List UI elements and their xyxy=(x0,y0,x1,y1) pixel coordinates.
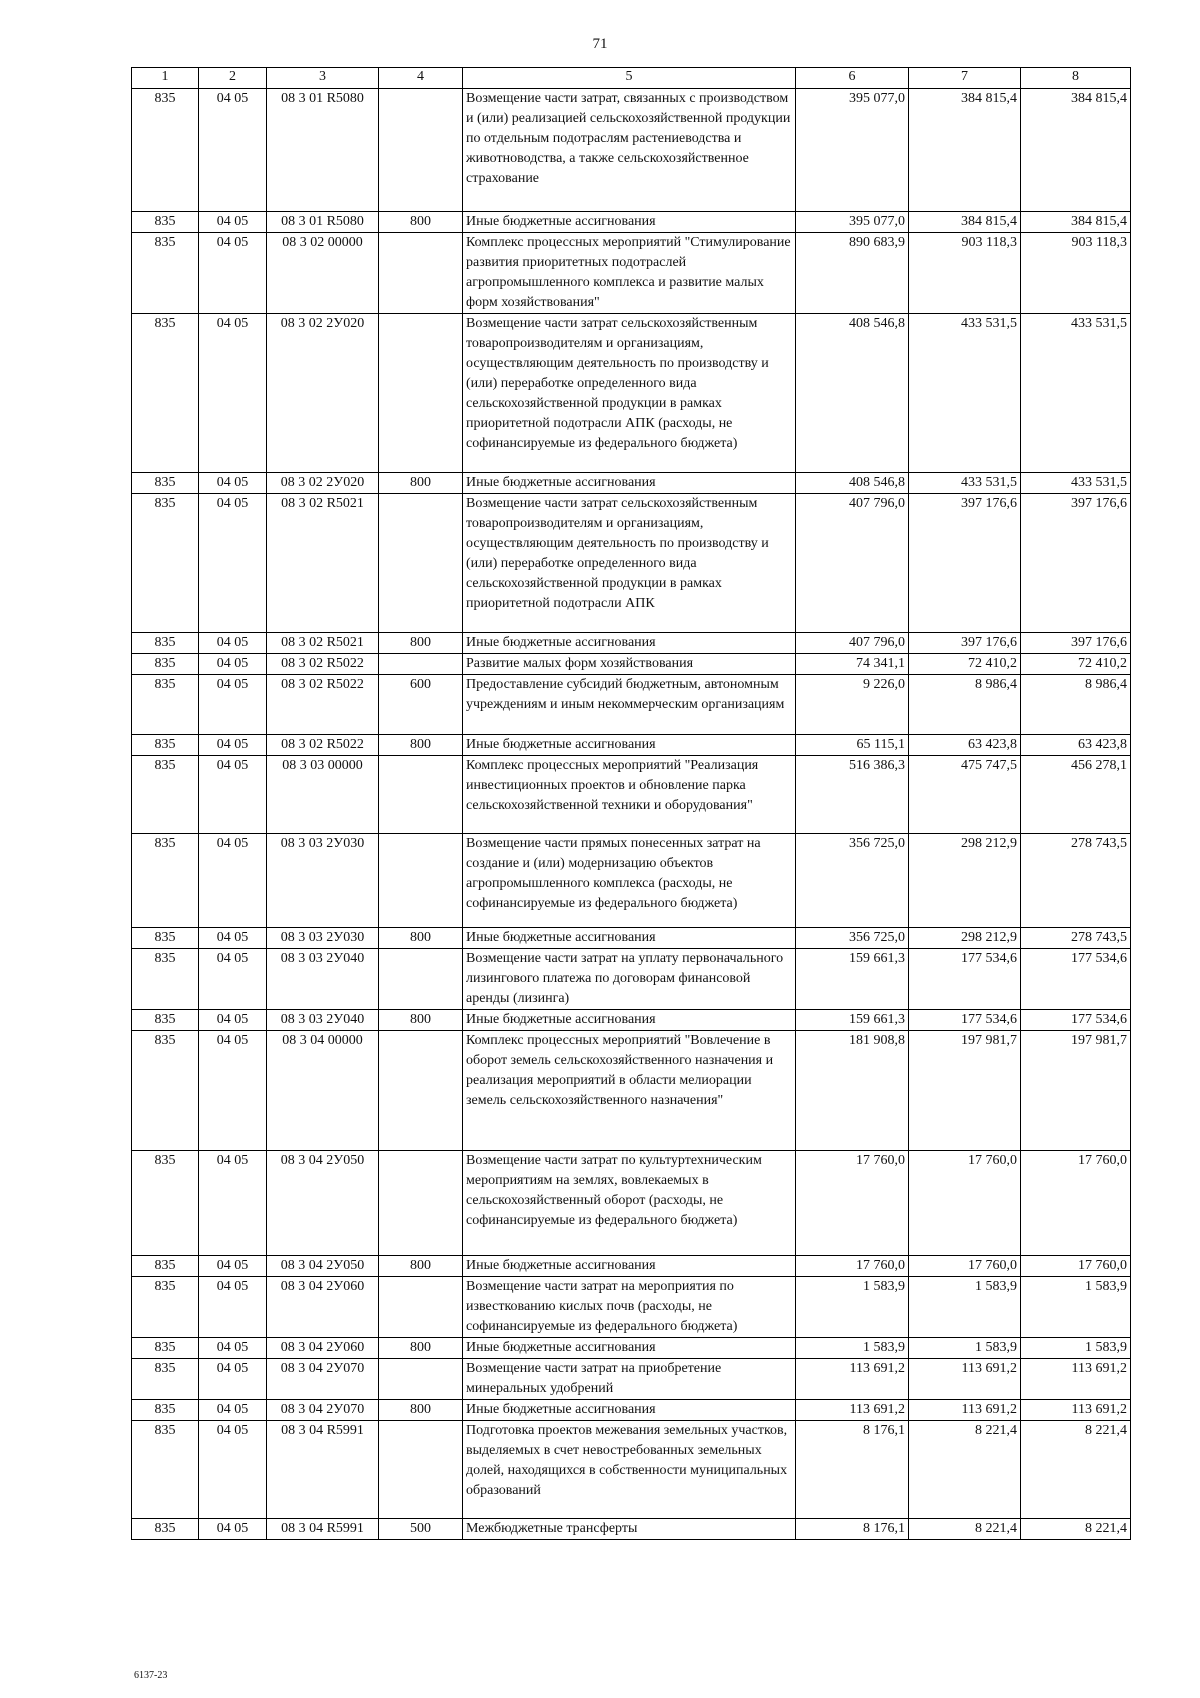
amount-cell-col7: 433 531,5 xyxy=(909,473,1021,494)
amount-cell-col6: 17 760,0 xyxy=(796,1151,909,1256)
amount-cell-col6: 159 661,3 xyxy=(796,949,909,1010)
amount-cell-col8: 1 583,9 xyxy=(1021,1338,1131,1359)
expense-type-cell: 800 xyxy=(379,1256,463,1277)
amount-cell-col7: 8 986,4 xyxy=(909,675,1021,735)
description-cell: Развитие малых форм хозяйствования xyxy=(463,654,796,675)
code-cell: 835 xyxy=(132,756,199,834)
amount-cell-col6: 113 691,2 xyxy=(796,1400,909,1421)
section-cell: 04 05 xyxy=(199,1277,267,1338)
expense-type-cell xyxy=(379,1151,463,1256)
description-cell: Иные бюджетные ассигнования xyxy=(463,928,796,949)
target-article-cell: 08 3 01 R5080 xyxy=(267,212,379,233)
column-header-8: 8 xyxy=(1021,68,1131,89)
amount-cell-col7: 177 534,6 xyxy=(909,949,1021,1010)
expense-type-cell: 800 xyxy=(379,473,463,494)
expense-type-cell xyxy=(379,314,463,473)
column-header-1: 1 xyxy=(132,68,199,89)
table-row xyxy=(132,212,1131,233)
table-row xyxy=(132,633,1131,654)
amount-cell-col6: 17 760,0 xyxy=(796,1256,909,1277)
expense-type-cell: 800 xyxy=(379,212,463,233)
table-row xyxy=(132,675,1131,735)
expense-type-cell: 800 xyxy=(379,1010,463,1031)
expense-type-cell xyxy=(379,1031,463,1151)
description-cell: Возмещение части прямых понесенных затрат на создание и (или) модернизацию объектов агропромышленного комплекса (расходы, не софинансируемые из федерального бюджета) xyxy=(463,834,796,928)
amount-cell-col8: 17 760,0 xyxy=(1021,1256,1131,1277)
amount-cell-col6: 74 341,1 xyxy=(796,654,909,675)
table-row xyxy=(132,473,1131,494)
code-cell: 835 xyxy=(132,1519,199,1540)
column-header-7: 7 xyxy=(909,68,1021,89)
expense-type-cell xyxy=(379,89,463,212)
code-cell: 835 xyxy=(132,494,199,633)
column-header-6: 6 xyxy=(796,68,909,89)
amount-cell-col8: 278 743,5 xyxy=(1021,834,1131,928)
amount-cell-col8: 278 743,5 xyxy=(1021,928,1131,949)
table-row xyxy=(132,834,1131,928)
amount-cell-col7: 903 118,3 xyxy=(909,233,1021,314)
amount-cell-col8: 72 410,2 xyxy=(1021,654,1131,675)
code-cell: 835 xyxy=(132,1010,199,1031)
target-article-cell: 08 3 03 2У030 xyxy=(267,928,379,949)
section-cell: 04 05 xyxy=(199,675,267,735)
target-article-cell: 08 3 01 R5080 xyxy=(267,89,379,212)
amount-cell-col8: 397 176,6 xyxy=(1021,494,1131,633)
amount-cell-col7: 17 760,0 xyxy=(909,1256,1021,1277)
code-cell: 835 xyxy=(132,949,199,1010)
section-cell: 04 05 xyxy=(199,756,267,834)
expense-type-cell: 800 xyxy=(379,928,463,949)
amount-cell-col6: 395 077,0 xyxy=(796,212,909,233)
code-cell: 835 xyxy=(132,834,199,928)
table-row xyxy=(132,1421,1131,1519)
code-cell: 835 xyxy=(132,654,199,675)
target-article-cell: 08 3 03 2У040 xyxy=(267,1010,379,1031)
expense-type-cell xyxy=(379,1359,463,1400)
code-cell: 835 xyxy=(132,675,199,735)
description-cell: Иные бюджетные ассигнования xyxy=(463,633,796,654)
budget-table xyxy=(131,67,1131,1540)
amount-cell-col8: 8 221,4 xyxy=(1021,1421,1131,1519)
description-cell: Возмещение части затрат сельскохозяйственным товаропроизводителям и организациям, осуществляющим деятельность по производству и (или) переработке определенного вида сельскохозяйственной продукции в рамках приоритетной подотрасли АПК (расходы, не софинансируемые из федерального бюджета) xyxy=(463,314,796,473)
section-cell: 04 05 xyxy=(199,654,267,675)
description-cell: Комплекс процессных мероприятий "Реализация инвестиционных проектов и обновление парка сельскохозяйственной техники и оборудования" xyxy=(463,756,796,834)
target-article-cell: 08 3 02 R5021 xyxy=(267,633,379,654)
section-cell: 04 05 xyxy=(199,1519,267,1540)
amount-cell-col8: 903 118,3 xyxy=(1021,233,1131,314)
amount-cell-col8: 384 815,4 xyxy=(1021,89,1131,212)
table-header xyxy=(132,68,1131,89)
amount-cell-col8: 177 534,6 xyxy=(1021,949,1131,1010)
expense-type-cell xyxy=(379,949,463,1010)
amount-cell-col8: 113 691,2 xyxy=(1021,1400,1131,1421)
code-cell: 835 xyxy=(132,928,199,949)
description-cell: Комплекс процессных мероприятий "Вовлечение в оборот земель сельскохозяйственного назначения и реализация мероприятий в области мелиорации земель сельскохозяйственного назначения" xyxy=(463,1031,796,1151)
amount-cell-col6: 395 077,0 xyxy=(796,89,909,212)
description-cell: Иные бюджетные ассигнования xyxy=(463,735,796,756)
target-article-cell: 08 3 02 2У020 xyxy=(267,314,379,473)
expense-type-cell xyxy=(379,654,463,675)
description-cell: Возмещение части затрат на приобретение минеральных удобрений xyxy=(463,1359,796,1400)
amount-cell-col7: 384 815,4 xyxy=(909,212,1021,233)
amount-cell-col6: 181 908,8 xyxy=(796,1031,909,1151)
amount-cell-col8: 384 815,4 xyxy=(1021,212,1131,233)
target-article-cell: 08 3 02 R5022 xyxy=(267,675,379,735)
amount-cell-col6: 1 583,9 xyxy=(796,1277,909,1338)
expense-type-cell xyxy=(379,1421,463,1519)
amount-cell-col6: 408 546,8 xyxy=(796,473,909,494)
code-cell: 835 xyxy=(132,1359,199,1400)
table-row xyxy=(132,494,1131,633)
column-header-2: 2 xyxy=(199,68,267,89)
amount-cell-col6: 890 683,9 xyxy=(796,233,909,314)
amount-cell-col7: 197 981,7 xyxy=(909,1031,1021,1151)
section-cell: 04 05 xyxy=(199,473,267,494)
table-row xyxy=(132,233,1131,314)
amount-cell-col7: 433 531,5 xyxy=(909,314,1021,473)
description-cell: Возмещение части затрат, связанных с производством и (или) реализацией сельскохозяйственной продукции по отдельным подотраслям растениеводства и животноводства, а также сельскохозяйственное страхование xyxy=(463,89,796,212)
table-row xyxy=(132,1359,1131,1400)
expense-type-cell: 800 xyxy=(379,633,463,654)
table-row xyxy=(132,314,1131,473)
section-cell: 04 05 xyxy=(199,1031,267,1151)
table-body xyxy=(132,89,1131,1540)
amount-cell-col7: 397 176,6 xyxy=(909,633,1021,654)
target-article-cell: 08 3 04 00000 xyxy=(267,1031,379,1151)
target-article-cell: 08 3 02 R5021 xyxy=(267,494,379,633)
description-cell: Иные бюджетные ассигнования xyxy=(463,1256,796,1277)
column-header-4: 4 xyxy=(379,68,463,89)
amount-cell-col7: 17 760,0 xyxy=(909,1151,1021,1256)
section-cell: 04 05 xyxy=(199,949,267,1010)
target-article-cell: 08 3 04 2У060 xyxy=(267,1338,379,1359)
amount-cell-col8: 433 531,5 xyxy=(1021,473,1131,494)
amount-cell-col8: 433 531,5 xyxy=(1021,314,1131,473)
code-cell: 835 xyxy=(132,1421,199,1519)
amount-cell-col6: 1 583,9 xyxy=(796,1338,909,1359)
target-article-cell: 08 3 04 2У070 xyxy=(267,1359,379,1400)
code-cell: 835 xyxy=(132,1031,199,1151)
target-article-cell: 08 3 03 2У040 xyxy=(267,949,379,1010)
code-cell: 835 xyxy=(132,473,199,494)
expense-type-cell: 600 xyxy=(379,675,463,735)
table-row xyxy=(132,654,1131,675)
description-cell: Возмещение части затрат на мероприятия по известкованию кислых почв (расходы, не софинансируемые из федерального бюджета) xyxy=(463,1277,796,1338)
amount-cell-col7: 1 583,9 xyxy=(909,1338,1021,1359)
amount-cell-col6: 8 176,1 xyxy=(796,1519,909,1540)
table-row xyxy=(132,1277,1131,1338)
expense-type-cell: 800 xyxy=(379,1338,463,1359)
amount-cell-col6: 65 115,1 xyxy=(796,735,909,756)
table-row xyxy=(132,1010,1131,1031)
section-cell: 04 05 xyxy=(199,233,267,314)
table-row xyxy=(132,1031,1131,1151)
section-cell: 04 05 xyxy=(199,314,267,473)
amount-cell-col7: 384 815,4 xyxy=(909,89,1021,212)
table-row xyxy=(132,1151,1131,1256)
amount-cell-col6: 356 725,0 xyxy=(796,928,909,949)
amount-cell-col7: 298 212,9 xyxy=(909,834,1021,928)
target-article-cell: 08 3 04 R5991 xyxy=(267,1421,379,1519)
code-cell: 835 xyxy=(132,233,199,314)
amount-cell-col8: 8 986,4 xyxy=(1021,675,1131,735)
expense-type-cell: 500 xyxy=(379,1519,463,1540)
code-cell: 835 xyxy=(132,89,199,212)
table-row xyxy=(132,756,1131,834)
section-cell: 04 05 xyxy=(199,1010,267,1031)
amount-cell-col8: 197 981,7 xyxy=(1021,1031,1131,1151)
amount-cell-col7: 63 423,8 xyxy=(909,735,1021,756)
target-article-cell: 08 3 03 00000 xyxy=(267,756,379,834)
column-header-3: 3 xyxy=(267,68,379,89)
header-row xyxy=(132,68,1131,89)
description-cell: Комплекс процессных мероприятий "Стимулирование развития приоритетных подотраслей агропромышленного комплекса и развитие малых форм хозяйствования" xyxy=(463,233,796,314)
target-article-cell: 08 3 04 R5991 xyxy=(267,1519,379,1540)
expense-type-cell: 800 xyxy=(379,735,463,756)
table-row xyxy=(132,928,1131,949)
expense-type-cell xyxy=(379,233,463,314)
table-row xyxy=(132,1256,1131,1277)
description-cell: Подготовка проектов межевания земельных участков, выделяемых в счет невостребованных земельных долей, находящихся в собственности муниципальных образований xyxy=(463,1421,796,1519)
section-cell: 04 05 xyxy=(199,1359,267,1400)
code-cell: 835 xyxy=(132,1277,199,1338)
table-row xyxy=(132,89,1131,212)
code-cell: 835 xyxy=(132,1256,199,1277)
section-cell: 04 05 xyxy=(199,928,267,949)
target-article-cell: 08 3 04 2У050 xyxy=(267,1151,379,1256)
description-cell: Межбюджетные трансферты xyxy=(463,1519,796,1540)
description-cell: Возмещение части затрат сельскохозяйственным товаропроизводителям и организациям, осуществляющим деятельность по производству и (или) переработке определенного вида сельскохозяйственной продукции в рамках приоритетной подотрасли АПК xyxy=(463,494,796,633)
section-cell: 04 05 xyxy=(199,735,267,756)
section-cell: 04 05 xyxy=(199,212,267,233)
table-row xyxy=(132,1338,1131,1359)
amount-cell-col8: 177 534,6 xyxy=(1021,1010,1131,1031)
amount-cell-col6: 516 386,3 xyxy=(796,756,909,834)
code-cell: 835 xyxy=(132,212,199,233)
amount-cell-col8: 17 760,0 xyxy=(1021,1151,1131,1256)
description-cell: Иные бюджетные ассигнования xyxy=(463,212,796,233)
description-cell: Иные бюджетные ассигнования xyxy=(463,1010,796,1031)
code-cell: 835 xyxy=(132,314,199,473)
amount-cell-col7: 1 583,9 xyxy=(909,1277,1021,1338)
description-cell: Предоставление субсидий бюджетным, автономным учреждениям и иным некоммерческим организациям xyxy=(463,675,796,735)
section-cell: 04 05 xyxy=(199,1256,267,1277)
description-cell: Иные бюджетные ассигнования xyxy=(463,473,796,494)
target-article-cell: 08 3 02 R5022 xyxy=(267,654,379,675)
code-cell: 835 xyxy=(132,1338,199,1359)
target-article-cell: 08 3 02 2У020 xyxy=(267,473,379,494)
amount-cell-col7: 298 212,9 xyxy=(909,928,1021,949)
section-cell: 04 05 xyxy=(199,834,267,928)
description-cell: Возмещение части затрат на уплату первоначального лизингового платежа по договорам финансовой аренды (лизинга) xyxy=(463,949,796,1010)
description-cell: Возмещение части затрат по культуртехническим мероприятиям на землях, вовлекаемых в сельскохозяйственный оборот (расходы, не софинансируемые из федерального бюджета) xyxy=(463,1151,796,1256)
amount-cell-col6: 113 691,2 xyxy=(796,1359,909,1400)
amount-cell-col8: 63 423,8 xyxy=(1021,735,1131,756)
section-cell: 04 05 xyxy=(199,633,267,654)
column-header-5: 5 xyxy=(463,68,796,89)
expense-type-cell xyxy=(379,834,463,928)
amount-cell-col7: 177 534,6 xyxy=(909,1010,1021,1031)
expense-type-cell xyxy=(379,1277,463,1338)
amount-cell-col8: 1 583,9 xyxy=(1021,1277,1131,1338)
target-article-cell: 08 3 04 2У060 xyxy=(267,1277,379,1338)
target-article-cell: 08 3 04 2У050 xyxy=(267,1256,379,1277)
amount-cell-col6: 356 725,0 xyxy=(796,834,909,928)
amount-cell-col6: 407 796,0 xyxy=(796,494,909,633)
amount-cell-col8: 113 691,2 xyxy=(1021,1359,1131,1400)
table-row xyxy=(132,1519,1131,1540)
table-row xyxy=(132,949,1131,1010)
amount-cell-col7: 8 221,4 xyxy=(909,1421,1021,1519)
amount-cell-col6: 8 176,1 xyxy=(796,1421,909,1519)
page-number: 71 xyxy=(592,36,608,52)
amount-cell-col6: 407 796,0 xyxy=(796,633,909,654)
section-cell: 04 05 xyxy=(199,1151,267,1256)
description-cell: Иные бюджетные ассигнования xyxy=(463,1338,796,1359)
amount-cell-col7: 475 747,5 xyxy=(909,756,1021,834)
amount-cell-col7: 397 176,6 xyxy=(909,494,1021,633)
code-cell: 835 xyxy=(132,633,199,654)
amount-cell-col8: 397 176,6 xyxy=(1021,633,1131,654)
document-code: 6137-23 xyxy=(134,1670,168,1681)
amount-cell-col7: 8 221,4 xyxy=(909,1519,1021,1540)
amount-cell-col7: 113 691,2 xyxy=(909,1359,1021,1400)
target-article-cell: 08 3 02 00000 xyxy=(267,233,379,314)
code-cell: 835 xyxy=(132,735,199,756)
section-cell: 04 05 xyxy=(199,1421,267,1519)
table-row xyxy=(132,735,1131,756)
section-cell: 04 05 xyxy=(199,1338,267,1359)
target-article-cell: 08 3 04 2У070 xyxy=(267,1400,379,1421)
section-cell: 04 05 xyxy=(199,89,267,212)
target-article-cell: 08 3 02 R5022 xyxy=(267,735,379,756)
section-cell: 04 05 xyxy=(199,1400,267,1421)
expense-type-cell: 800 xyxy=(379,1400,463,1421)
expense-type-cell xyxy=(379,756,463,834)
code-cell: 835 xyxy=(132,1400,199,1421)
code-cell: 835 xyxy=(132,1151,199,1256)
amount-cell-col6: 9 226,0 xyxy=(796,675,909,735)
expense-type-cell xyxy=(379,494,463,633)
target-article-cell: 08 3 03 2У030 xyxy=(267,834,379,928)
amount-cell-col7: 72 410,2 xyxy=(909,654,1021,675)
description-cell: Иные бюджетные ассигнования xyxy=(463,1400,796,1421)
section-cell: 04 05 xyxy=(199,494,267,633)
table-row xyxy=(132,1400,1131,1421)
amount-cell-col8: 456 278,1 xyxy=(1021,756,1131,834)
amount-cell-col8: 8 221,4 xyxy=(1021,1519,1131,1540)
amount-cell-col7: 113 691,2 xyxy=(909,1400,1021,1421)
amount-cell-col6: 159 661,3 xyxy=(796,1010,909,1031)
amount-cell-col6: 408 546,8 xyxy=(796,314,909,473)
